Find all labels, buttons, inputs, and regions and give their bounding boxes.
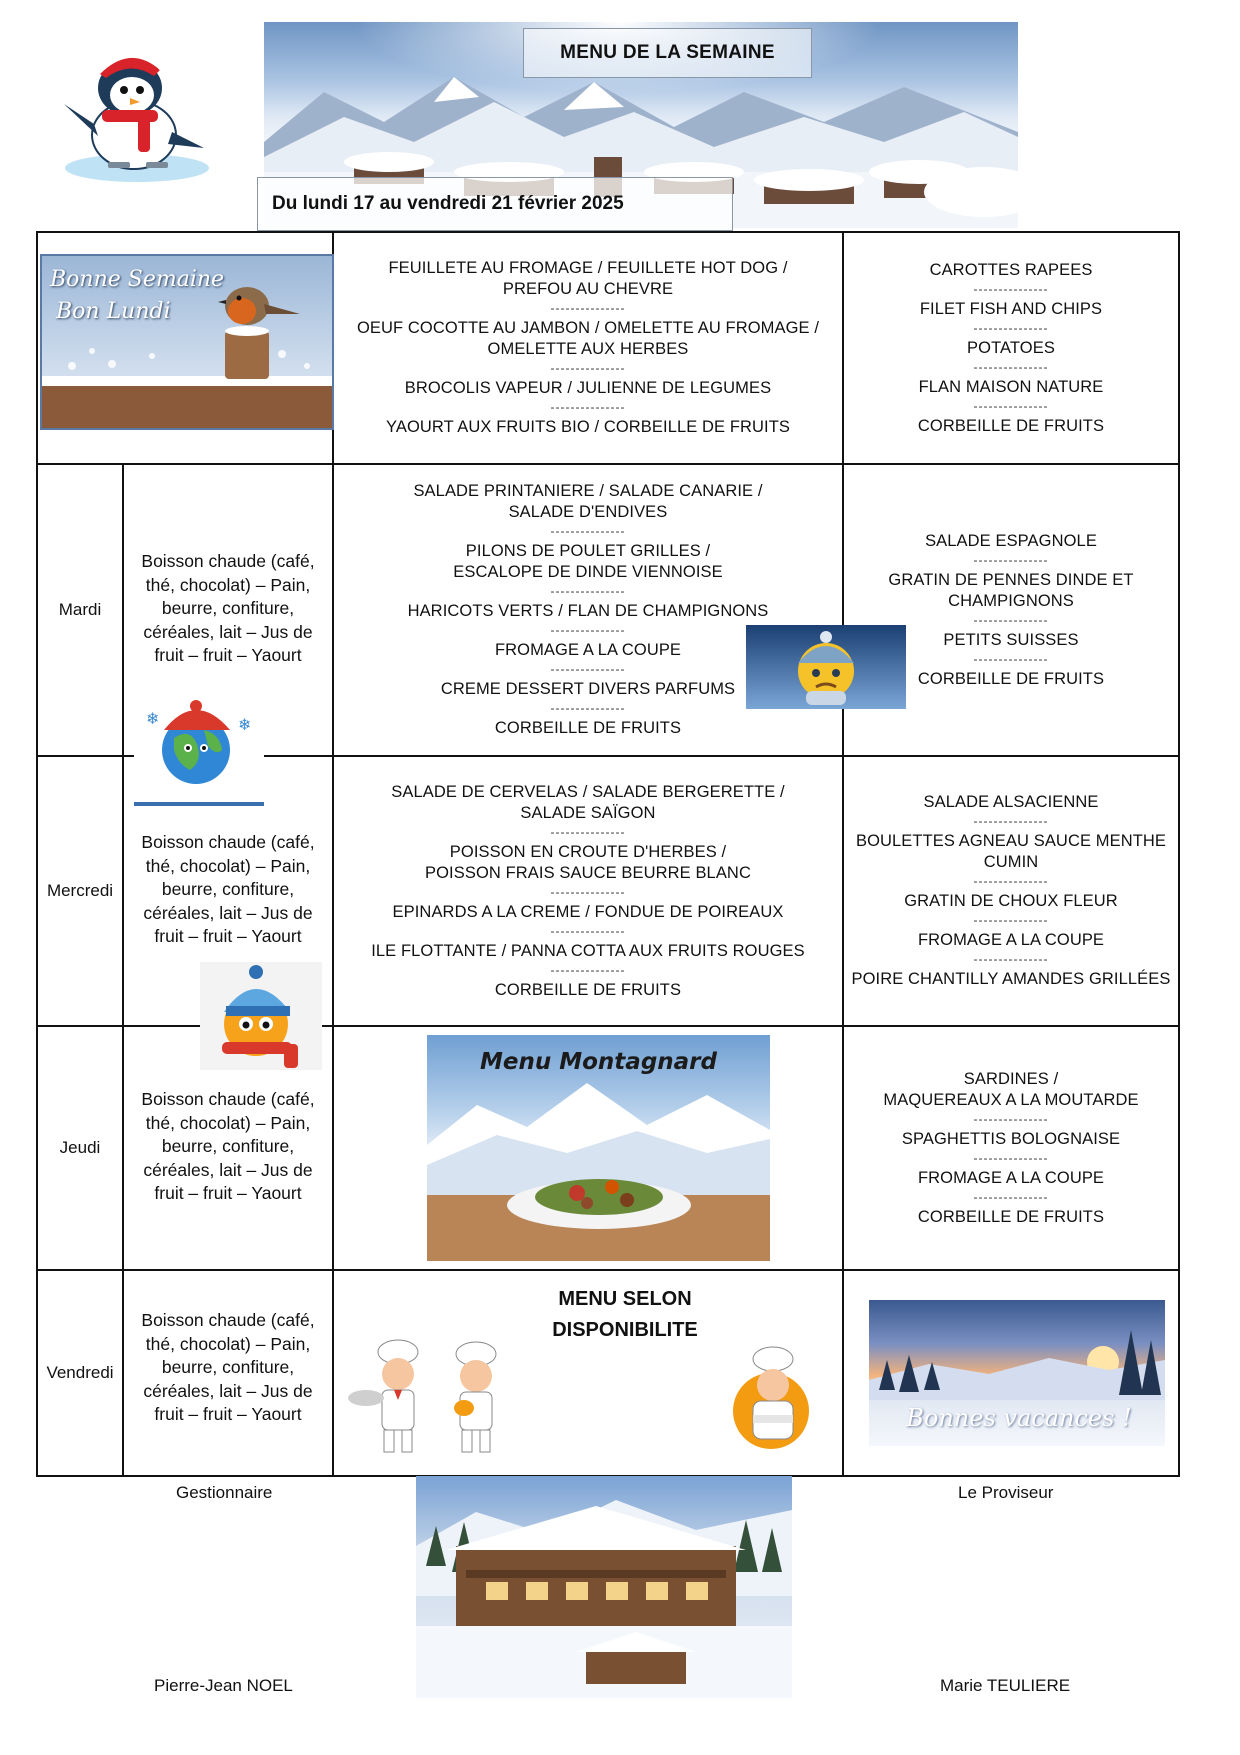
svg-text:❄: ❄ xyxy=(238,715,252,734)
menu-item: SALADE ALSACIENNE xyxy=(923,793,1099,811)
monday-dinner xyxy=(844,233,1178,463)
menu-separator: --------------- xyxy=(973,913,1049,927)
snowy-chalet-icon xyxy=(416,1476,792,1698)
breakfast-friday: Boisson chaude (café, thé, chocolat) – Pain, beurre, confiture, céréales, lait – Jus de fruit – fruit – Yaourt xyxy=(141,1310,315,1425)
menu-separator: --------------- xyxy=(973,612,1049,627)
menu-item: FROMAGE A LA COUPE xyxy=(917,1168,1105,1187)
earth-globe-icon xyxy=(134,690,264,808)
penguin-skater-image xyxy=(42,40,224,188)
menu-item: CORBEILLE DE FRUITS xyxy=(917,669,1105,688)
footer-left-role: Gestionnaire xyxy=(176,1483,273,1502)
menu-item: CREME DESSERT DIVERS PARFUMS xyxy=(440,680,736,698)
menu-separator: --------------- xyxy=(550,623,626,637)
menu-separator: --------------- xyxy=(550,524,626,538)
montagnard-caption: Menu Montagnard xyxy=(480,1049,717,1075)
menu-separator: --------------- xyxy=(550,824,626,839)
friday-lunch-title: MENU SELON DISPONIBILITE xyxy=(552,1288,698,1341)
breakfast-tuesday: Boisson chaude (café, thé, chocolat) – Pain, beurre, confiture, céréales, lait – Jus de fruit – fruit – Yaourt xyxy=(141,551,315,666)
menu-item: ILE FLOTTANTE / PANNA COTTA AUX FRUITS ROUGES xyxy=(371,941,805,960)
wednesday-lunch xyxy=(334,757,842,1025)
menu-item: CORBEILLE DE FRUITS xyxy=(917,416,1105,435)
day-label-wednesday: Mercredi xyxy=(46,881,114,900)
cold-emoji-image xyxy=(746,625,906,709)
date-range: Du lundi 17 au vendredi 21 février 2025 xyxy=(257,177,733,231)
menu-item: POISSON EN CROUTE D'HERBES / POISSON FRAIS SAUCE BEURRE BLANC xyxy=(425,842,751,882)
menu-item: CORBEILLE DE FRUITS xyxy=(494,719,682,737)
thursday-dinner xyxy=(844,1027,1178,1269)
menu-separator: --------------- xyxy=(550,923,626,938)
menu-item: FEUILLETE AU FROMAGE / FEUILLETE HOT DOG / PREFOU AU CHEVRE xyxy=(388,259,788,298)
page-title: MENU DE LA SEMAINE xyxy=(523,28,812,78)
footer-right-role: Le Proviseur xyxy=(958,1483,1054,1502)
day-label-friday: Vendredi xyxy=(46,1363,114,1382)
day-label-tuesday: Mardi xyxy=(58,600,102,619)
menu-separator: --------------- xyxy=(973,1189,1049,1204)
menu-item: FLAN MAISON NATURE xyxy=(918,377,1104,396)
breakfast-wednesday: Boisson chaude (café, thé, chocolat) – Pain, beurre, confiture, céréales, lait – Jus de fruit – fruit – Yaourt xyxy=(141,832,315,947)
footer-right-name: Marie TEULIERE xyxy=(940,1676,1071,1695)
greeting-line-2: Bon Lundi xyxy=(56,299,171,324)
wednesday-dinner xyxy=(844,757,1178,1025)
menu-separator: --------------- xyxy=(973,651,1049,666)
menu-separator: --------------- xyxy=(550,701,626,715)
greeting-line-1: Bonne Semaine xyxy=(50,267,225,292)
menu-item: CAROTTES RAPEES xyxy=(929,260,1093,279)
freezing-face-icon xyxy=(746,625,906,709)
menu-item: BOULETTES AGNEAU SAUCE MENTHE CUMIN xyxy=(855,832,1167,871)
chef-arms-crossed-image xyxy=(731,1345,811,1449)
menu-item: CORBEILLE DE FRUITS xyxy=(917,1207,1105,1226)
winter-smiley-icon xyxy=(200,962,322,1070)
menu-montagnard-image xyxy=(427,1035,770,1261)
menu-item: SPAGHETTIS BOLOGNAISE xyxy=(901,1129,1121,1148)
menu-item: OEUF COCOTTE AU JAMBON / OMELETTE AU FROMAGE / OMELETTE AUX HERBES xyxy=(356,319,820,358)
menu-item: FROMAGE A LA COUPE xyxy=(494,641,682,659)
chalet-image xyxy=(416,1476,792,1698)
chefs-image xyxy=(344,1338,524,1458)
tuesday-lunch xyxy=(334,465,842,755)
menu-separator: --------------- xyxy=(550,361,626,375)
monday-lunch xyxy=(334,233,842,463)
menu-separator: --------------- xyxy=(973,281,1049,296)
bonnes-vacances-caption: Bonnes vacances ! xyxy=(906,1404,1132,1432)
menu-separator: --------------- xyxy=(973,320,1049,335)
menu-separator: --------------- xyxy=(973,814,1049,828)
menu-item: SARDINES / MAQUEREAUX A LA MOUTARDE xyxy=(883,1069,1139,1109)
menu-separator: --------------- xyxy=(550,301,626,315)
menu-separator: --------------- xyxy=(550,884,626,899)
menu-separator: --------------- xyxy=(973,398,1049,413)
menu-item: PILONS DE POULET GRILLES / ESCALOPE DE DINDE VIENNOISE xyxy=(453,542,723,581)
tuesday-dinner xyxy=(844,465,1178,755)
menu-item: SALADE DE CERVELAS / SALADE BERGERETTE / SALADE SAÏGON xyxy=(391,782,785,822)
penguin-icon xyxy=(42,40,224,188)
menu-item: CORBEILLE DE FRUITS xyxy=(494,980,682,999)
menu-separator: --------------- xyxy=(973,1150,1049,1165)
breakfast-thursday: Boisson chaude (café, thé, chocolat) – Pain, beurre, confiture, céréales, lait – Jus de fruit – fruit – Yaourt xyxy=(141,1089,315,1204)
day-label-thursday: Jeudi xyxy=(59,1138,101,1157)
menu-item: SALADE PRINTANIERE / SALADE CANARIE / SALADE D'ENDIVES xyxy=(413,482,763,521)
menu-item: BROCOLIS VAPEUR / JULIENNE DE LEGUMES xyxy=(404,379,772,397)
footer-left-name: Pierre-Jean NOEL xyxy=(154,1676,293,1695)
svg-text:❄: ❄ xyxy=(146,709,160,728)
menu-item: HARICOTS VERTS / FLAN DE CHAMPIGNONS xyxy=(407,602,769,620)
two-chefs-icon xyxy=(344,1338,524,1458)
menu-separator: --------------- xyxy=(973,552,1049,567)
chef-icon xyxy=(731,1345,811,1449)
menu-item: PETITS SUISSES xyxy=(943,630,1079,649)
menu-separator: --------------- xyxy=(550,962,626,977)
menu-separator: --------------- xyxy=(550,584,626,598)
menu-item: GRATIN DE CHOUX FLEUR xyxy=(904,892,1118,910)
menu-separator: --------------- xyxy=(973,952,1049,966)
bonnes-vacances-image xyxy=(869,1300,1165,1446)
globe-beanie-image xyxy=(134,690,264,808)
menu-item: GRATIN DE PENNES DINDE ET CHAMPIGNONS xyxy=(888,570,1134,610)
menu-item: FROMAGE A LA COUPE xyxy=(917,931,1105,949)
menu-item: POTATOES xyxy=(967,338,1055,357)
scarf-emoji-image xyxy=(200,962,322,1070)
menu-item: FILET FISH AND CHIPS xyxy=(919,299,1103,318)
greeting-card-image xyxy=(40,254,334,430)
row-divider xyxy=(36,1269,1180,1271)
menu-separator: --------------- xyxy=(973,359,1049,374)
menu-item: EPINARDS A LA CREME / FONDUE DE POIREAUX xyxy=(392,902,784,921)
menu-separator: --------------- xyxy=(550,662,626,676)
menu-item: POIRE CHANTILLY AMANDES GRILLÉES xyxy=(851,970,1171,988)
menu-separator: --------------- xyxy=(550,400,626,414)
column-divider xyxy=(122,463,124,1477)
menu-separator: --------------- xyxy=(973,874,1049,888)
menu-item: YAOURT AUX FRUITS BIO / CORBEILLE DE FRUITS xyxy=(385,418,791,436)
menu-separator: --------------- xyxy=(973,1111,1049,1126)
menu-item: SALADE ESPAGNOLE xyxy=(925,531,1097,550)
